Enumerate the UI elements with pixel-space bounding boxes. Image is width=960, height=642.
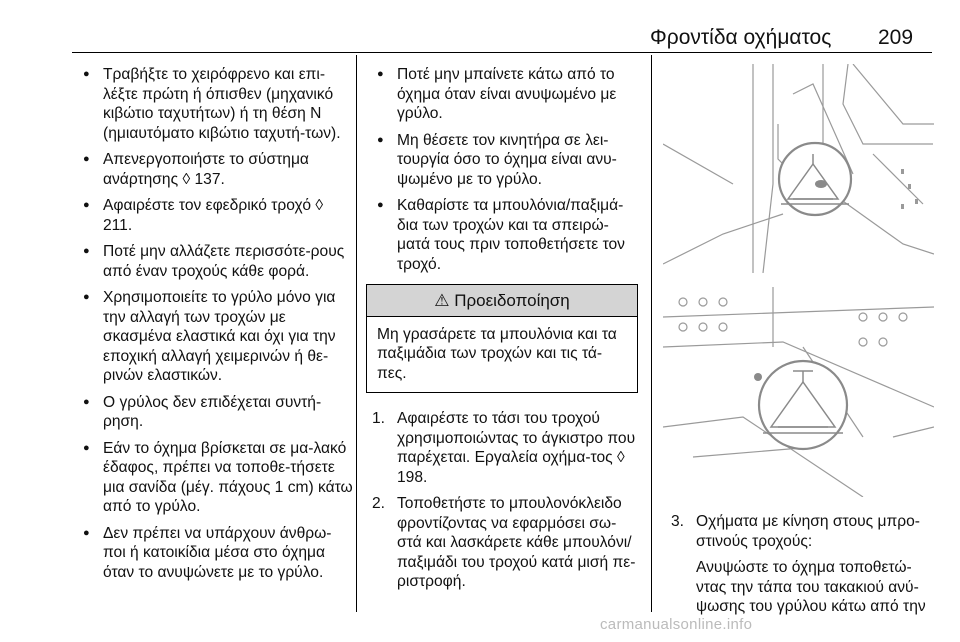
column-3 [665, 512, 935, 617]
warning-box [366, 284, 638, 393]
warning-header [367, 285, 637, 317]
warning-title: Προειδοποίηση [454, 291, 570, 310]
page-title: Φροντίδα οχήματος [650, 26, 832, 49]
list-item: ● Ο γρύλος δεν επιδέχεται συντή-ρηση. [72, 393, 354, 432]
step-item [366, 494, 638, 592]
step-item [366, 409, 638, 487]
list-item: ● Χρησιμοποιείτε το γρύλο μόνο για την αλλαγή των τροχών με σκασμένα ελαστικά και όχι για την εποχική αλλαγή χειμερινών ή θε-ρινών ελαστικών. [72, 288, 354, 386]
step-item [665, 512, 935, 551]
column-1 [72, 65, 354, 589]
list-item: ● Αφαιρέστε τον εφεδρικό τροχό ◊ 211. [72, 196, 354, 235]
step-text: Οχήματα με κίνηση στους μπρο-στινούς τροχούς: [696, 513, 920, 550]
list-item: ● Καθαρίστε τα μπουλόνια/παξιμά-δια των τροχών και τα σπειρώ-ματά τους πριν τοποθετήσετε τον τροχό. [366, 196, 638, 274]
step-number: 2. [372, 495, 386, 512]
list-item: ● Δεν πρέπει να υπάρχουν άνθρω-ποι ή κατοικίδια μέσα στο όχημα όταν το ανυψώνετε με το γρύλο. [72, 524, 354, 583]
step-number: 1. [372, 410, 386, 427]
step-text: Τοποθετήστε το μπουλονόκλειδο φροντίζοντας να εφαρμόσει σω-στά και λασκάρετε κάθε μπουλόνι/ παξιμάδι του τροχού κατά μισή πε-ριστροφή. [397, 495, 636, 590]
step-paragraph: Ανυψώστε το όχημα τοποθετώ-ντας την τάπα του τακακιού ανύ-ψωσης του γρύλου κάτω από την [696, 559, 926, 615]
list-item: ● Μη θέσετε τον κινητήρα σε λει-τουργία όσο το όχημα είναι ανυ-ψωμένο με το γρύλο. [366, 131, 638, 190]
step-text: Αφαιρέστε το τάσι του τροχού χρησιμοποιώντας το άγκιστρο που παρέχεται. Εργαλεία οχήμα-τος ◊ 198. [397, 410, 636, 486]
list-item: ● Τραβήξτε το χειρόφρενο και επι-λέξτε πρώτη ή όπισθεν (μηχανικό κιβώτιο ταχυτήτων) ή τη θέση N (ημιαυτόματο κιβώτιο ταχυτή-των). [72, 65, 354, 143]
column-2 [366, 65, 638, 599]
watermark: carmanualsonline.info [600, 616, 753, 633]
column-divider-2 [651, 55, 652, 612]
list-item: ● Ποτέ μην μπαίνετε κάτω από το όχημα όταν είναι ανυψωμένο με γρύλο. [366, 65, 638, 124]
list-item: ● Ποτέ μην αλλάζετε περισσότε-ρους από έναν τροχούς κάθε φορά. [72, 242, 354, 281]
header-rule [72, 52, 932, 53]
step-number: 3. [671, 513, 685, 530]
page-number: 209 [878, 26, 914, 49]
warning-triangle-icon: ⚠ [434, 291, 450, 310]
jack-stowage-illustration [663, 64, 934, 273]
list-item: ● Απενεργοποιήστε το σύστημα ανάρτησης ◊ 137. [72, 150, 354, 189]
jack-in-use-illustration [663, 287, 934, 497]
warning-text: Μη γρασάρετε τα μπουλόνια και τα παξιμάδια των τροχών και τις τά-πες. [377, 325, 617, 382]
list-item: ● Εάν το όχημα βρίσκεται σε μα-λακό έδαφος, πρέπει να τοποθε-τήσετε μια σανίδα (μέγ. πάχους 1 cm) κάτω από το γρύλο. [72, 439, 354, 517]
column-divider-1 [356, 55, 357, 612]
